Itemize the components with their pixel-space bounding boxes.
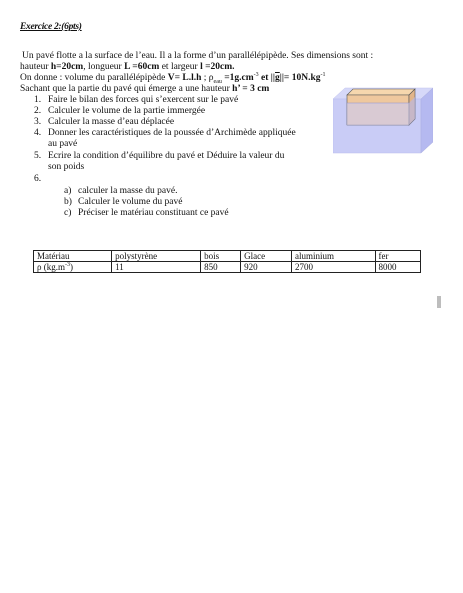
water-side-face xyxy=(421,88,433,153)
exercise-title: Exercice 2:(6pts) xyxy=(20,22,82,32)
floating-block-figure xyxy=(333,85,433,154)
given-data-line: On donne : volume du parallélépipède V= L.l.h ; $\rho_{eau} =1g.cm^{-3}$ et $||\overline{g}||= 10N.kg^{-1}$ xyxy=(20,71,326,85)
question-6: 6. xyxy=(34,174,42,184)
table-cell: 8000 xyxy=(375,262,420,273)
materials-table xyxy=(33,250,421,273)
table-row xyxy=(34,262,421,273)
intro-line-2: hauteur h=20cm, longueur L =60cm et largeur l =20cm. xyxy=(20,62,235,72)
table-cell: aluminium xyxy=(291,251,375,262)
question-2: 2. Calculer le volume de la partie immergée xyxy=(34,106,206,116)
subquestion-a: a) calculer la masse du pavé. xyxy=(64,186,178,196)
table-cell: fer xyxy=(375,251,420,262)
block-top-face xyxy=(347,89,415,95)
table-cell: 11 xyxy=(112,262,201,273)
question-5: 5. Ecrire la condition d’équilibre du pavé et Déduire la valeur du xyxy=(34,151,285,161)
question-3: 3. Calculer la masse d’eau déplacée xyxy=(34,117,175,127)
question-1: 1. Faire le bilan des forces qui s’exercent sur le pavé xyxy=(34,95,239,105)
table-row xyxy=(34,251,421,262)
table-cell: 2700 xyxy=(291,262,375,273)
table-cell: polystyrène xyxy=(112,251,201,262)
intro-line-1: Un pavé flotte a la surface de l’eau. Il a la forme d’un parallélépipède. Ses dimensions sont : xyxy=(22,51,374,61)
subquestion-c: c) Préciser le matériau constituant ce pavé xyxy=(64,208,229,218)
question-5-continuation: son poids xyxy=(48,162,85,172)
emerge-line: Sachant que la partie du pavé qui émerge a une hauteur h’ = 3 cm xyxy=(20,84,270,94)
table-cell: bois xyxy=(201,251,241,262)
table-cell: 850 xyxy=(201,262,241,273)
question-4-continuation: au pavé xyxy=(48,139,78,149)
block-submerged-tint xyxy=(347,103,409,125)
table-cell: Matériau xyxy=(34,251,112,262)
question-4: 4. Donner les caractéristiques de la poussée d’Archimède appliquée xyxy=(34,128,296,138)
subquestion-b: b) Calculer le volume du pavé xyxy=(64,197,183,207)
scroll-indicator[interactable] xyxy=(437,296,441,308)
table-cell-density-label: ρ $(kg.m^{-3})$ xyxy=(34,262,112,273)
table-cell: 920 xyxy=(241,262,292,273)
table-cell: Glace xyxy=(241,251,292,262)
